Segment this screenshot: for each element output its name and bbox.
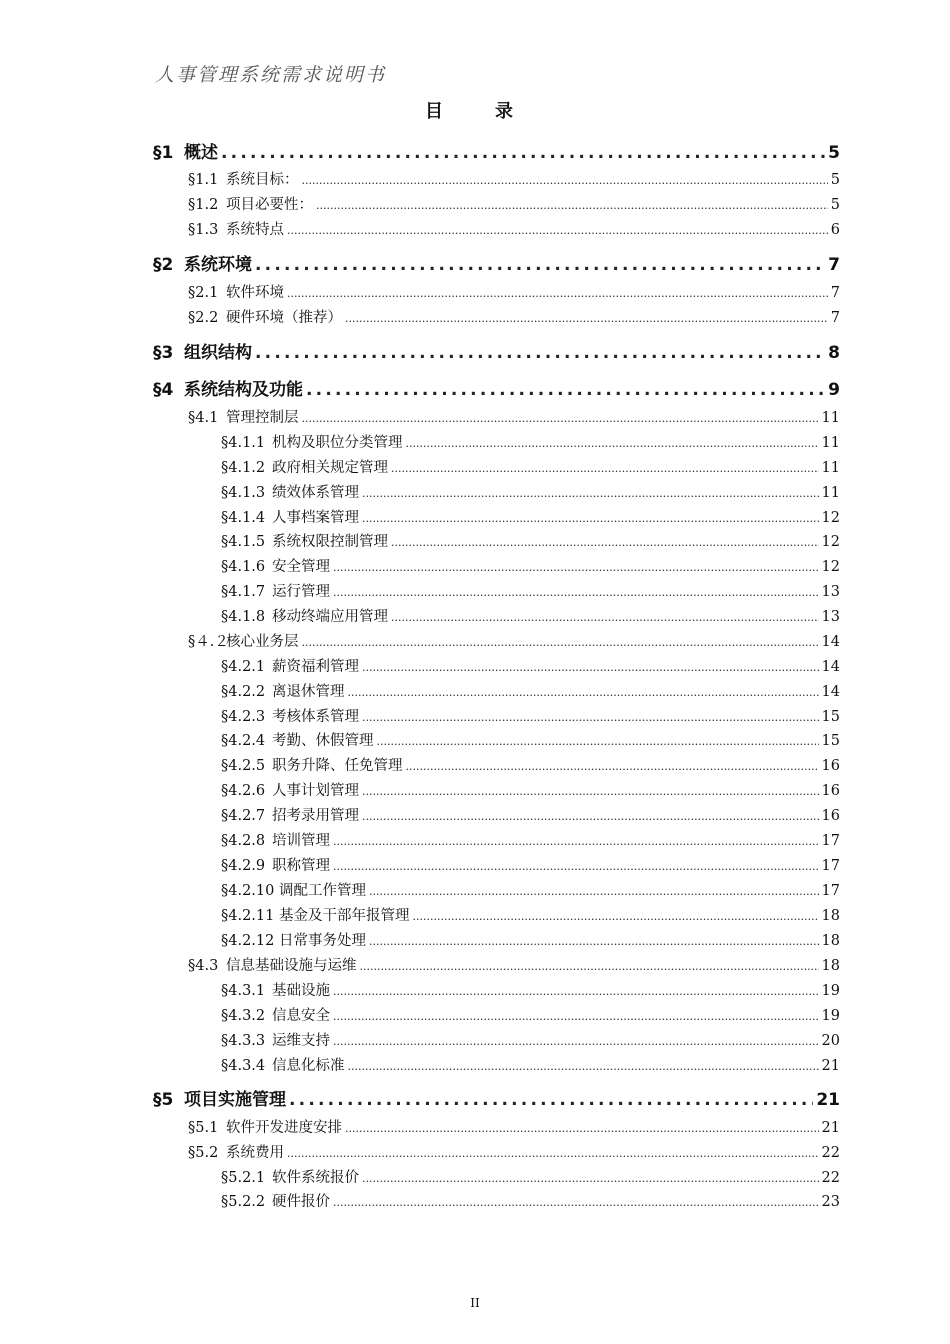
toc-entry-level-3[interactable] xyxy=(221,481,840,502)
toc-entry-level-2[interactable] xyxy=(188,218,840,239)
toc-entry-label xyxy=(221,979,330,1000)
document-header-title: 人事管理系统需求说明书 xyxy=(155,64,387,86)
toc-dot-leader xyxy=(360,960,819,973)
toc-entry-text: 运行管理 xyxy=(272,584,330,600)
toc-entry-page: 17 xyxy=(821,883,840,899)
toc-entry-number: §4.2.1 xyxy=(221,659,266,675)
toc-entry-number: §4.1.7 xyxy=(221,584,266,600)
toc-entry-level-3[interactable] xyxy=(221,431,840,452)
toc-entry-text: 调配工作管理 xyxy=(279,883,366,899)
toc-dot-leader xyxy=(221,143,825,163)
toc-entry-number: §４.２ xyxy=(188,634,229,650)
toc-entry-level-3[interactable] xyxy=(221,1166,840,1187)
toc-entry-label xyxy=(188,1141,284,1162)
toc-entry-page: 18 xyxy=(821,933,840,949)
toc-dot-leader xyxy=(306,380,825,400)
toc-entry-level-1[interactable] xyxy=(153,338,840,363)
toc-entry-level-1[interactable] xyxy=(153,375,840,400)
toc-entry-level-3[interactable] xyxy=(221,829,840,850)
toc-entry-text: 招考录用管理 xyxy=(272,808,359,824)
toc-entry-number: §4 xyxy=(153,380,174,400)
toc-entry-number: §5.1 xyxy=(188,1120,219,1136)
toc-entry-text: 项目必要性： xyxy=(226,197,313,213)
toc-entry-page: 16 xyxy=(821,808,840,824)
toc-entry-page: 21 xyxy=(816,1090,840,1110)
toc-dot-leader xyxy=(369,885,819,898)
toc-entry-number: §4.1.6 xyxy=(221,559,266,575)
toc-dot-leader xyxy=(362,711,819,724)
toc-entry-level-3[interactable] xyxy=(221,555,840,576)
toc-entry-page: 13 xyxy=(821,609,840,625)
toc-entry-text: 组织结构 xyxy=(184,343,252,363)
toc-entry-number: §4.3.1 xyxy=(221,983,266,999)
toc-dot-leader xyxy=(333,985,819,998)
toc-dot-leader xyxy=(362,810,819,823)
toc-dot-leader xyxy=(369,935,819,948)
toc-entry-number: §3 xyxy=(153,343,174,363)
toc-dot-leader xyxy=(333,1035,819,1048)
toc-entry-page: 17 xyxy=(821,858,840,874)
toc-entry-text: 信息安全 xyxy=(272,1008,330,1024)
page-number: II xyxy=(470,1296,480,1310)
toc-entry-number: §4.2.4 xyxy=(221,733,266,749)
toc-dot-leader xyxy=(333,860,819,873)
toc-entry-text: 硬件报价 xyxy=(272,1194,330,1210)
toc-entry-number: §4.2.12 xyxy=(221,933,275,949)
toc-entry-text: 项目实施管理 xyxy=(184,1090,286,1110)
toc-entry-level-2[interactable] xyxy=(188,168,840,189)
toc-entry-label xyxy=(221,904,410,925)
toc-entry-text: 运维支持 xyxy=(272,1033,330,1049)
toc-entry-number: §1.1 xyxy=(188,172,219,188)
toc-entry-level-3[interactable] xyxy=(221,506,840,527)
toc-entry-text: 系统权限控制管理 xyxy=(272,534,388,550)
toc-entry-text: 薪资福利管理 xyxy=(272,659,359,675)
toc-entry-text: 人事计划管理 xyxy=(272,783,359,799)
toc-entry-number: §1.2 xyxy=(188,197,219,213)
toc-entry-level-2[interactable] xyxy=(188,1116,840,1137)
toc-entry-label xyxy=(221,1004,330,1025)
toc-entry-page: 14 xyxy=(821,659,840,675)
toc-entry-number: §2 xyxy=(153,255,174,275)
toc-entry-page: 21 xyxy=(821,1058,840,1074)
toc-entry-page: 7 xyxy=(830,310,840,326)
toc-entry-label xyxy=(221,929,366,950)
toc-dot-leader xyxy=(316,199,828,212)
toc-entry-level-3[interactable] xyxy=(221,1004,840,1025)
toc-entry-label xyxy=(221,829,330,850)
toc-entry-label xyxy=(153,375,303,400)
toc-entry-level-3[interactable] xyxy=(221,729,840,750)
toc-entry-page: 19 xyxy=(821,1008,840,1024)
toc-dot-leader xyxy=(391,536,819,549)
toc-entry-level-2[interactable] xyxy=(188,1141,840,1162)
toc-entry-level-3[interactable] xyxy=(221,530,840,551)
toc-entry-level-3[interactable] xyxy=(221,854,840,875)
toc-entry-level-3[interactable] xyxy=(221,680,840,701)
toc-entry-label xyxy=(188,406,299,427)
toc-entry-level-3[interactable] xyxy=(221,879,840,900)
toc-entry-label xyxy=(188,954,357,975)
toc-entry-number: §4.2.9 xyxy=(221,858,266,874)
toc-entry-level-2[interactable] xyxy=(188,406,840,427)
toc-entry-page: 5 xyxy=(828,143,840,163)
toc-entry-text: 机构及职位分类管理 xyxy=(272,435,403,451)
toc-dot-leader xyxy=(362,487,819,500)
toc-dot-leader xyxy=(333,1010,819,1023)
toc-entry-number: §4.1.1 xyxy=(221,435,266,451)
toc-entry-text: 系统环境 xyxy=(184,255,252,275)
toc-dot-leader xyxy=(362,785,819,798)
toc-entry-text: 信息化标准 xyxy=(272,1058,345,1074)
toc-entry-label xyxy=(153,250,252,275)
toc-entry-level-3[interactable] xyxy=(221,1029,840,1050)
toc-entry-label xyxy=(221,729,374,750)
toc-entry-page: 11 xyxy=(821,460,840,476)
toc-entry-page: 22 xyxy=(821,1170,840,1186)
toc-entry-page: 16 xyxy=(821,783,840,799)
toc-entry-number: §4.2.5 xyxy=(221,758,266,774)
toc-entry-text: 人事档案管理 xyxy=(272,510,359,526)
toc-entry-level-2[interactable] xyxy=(188,281,840,302)
toc-entry-level-3[interactable] xyxy=(221,705,840,726)
toc-entry-label xyxy=(221,680,345,701)
toc-dot-leader xyxy=(362,661,819,674)
toc-entry-page: 14 xyxy=(821,634,840,650)
toc-dot-leader xyxy=(302,636,819,649)
toc-dot-leader xyxy=(406,437,819,450)
toc-dot-leader xyxy=(345,312,828,325)
toc-dot-leader xyxy=(377,735,819,748)
toc-dot-leader xyxy=(333,835,819,848)
toc-dot-leader xyxy=(362,1172,819,1185)
toc-entry-label xyxy=(221,605,388,626)
toc-entry-page: 7 xyxy=(828,255,840,275)
toc-entry-text: 移动终端应用管理 xyxy=(272,609,388,625)
toc-dot-leader xyxy=(333,1196,819,1209)
toc-entry-number: §4.2.3 xyxy=(221,709,266,725)
toc-entry-page: 8 xyxy=(828,343,840,363)
toc-entry-page: 23 xyxy=(821,1194,840,1210)
toc-entry-level-3[interactable] xyxy=(221,904,840,925)
toc-entry-level-3[interactable] xyxy=(221,1054,840,1075)
toc-entry-text: 软件开发进度安排 xyxy=(226,1120,342,1136)
toc-entry-text: 硬件环境（推荐） xyxy=(226,310,342,326)
toc-entry-page: 11 xyxy=(821,435,840,451)
toc-entry-label xyxy=(221,431,403,452)
toc-dot-leader xyxy=(391,462,819,475)
toc-entry-label xyxy=(221,1190,330,1211)
toc-dot-leader xyxy=(255,255,825,275)
toc-entry-page: 16 xyxy=(821,758,840,774)
toc-dot-leader xyxy=(333,586,819,599)
toc-entry-text: 系统特点 xyxy=(226,222,284,238)
toc-entry-label xyxy=(188,218,284,239)
toc-entry-text: 考勤、休假管理 xyxy=(272,733,374,749)
toc-entry-level-3[interactable] xyxy=(221,580,840,601)
toc-entry-label xyxy=(221,779,359,800)
toc-dot-leader xyxy=(348,1060,819,1073)
toc-entry-label xyxy=(188,306,342,327)
toc-entry-page: 20 xyxy=(821,1033,840,1049)
toc-entry-page: 12 xyxy=(821,534,840,550)
toc-entry-label xyxy=(153,338,252,363)
toc-entry-level-3[interactable] xyxy=(221,655,840,676)
toc-entry-number: §4.1.8 xyxy=(221,609,266,625)
toc-entry-number: §4.2.2 xyxy=(221,684,266,700)
toc-entry-page: 5 xyxy=(830,197,840,213)
toc-dot-leader xyxy=(255,343,825,363)
toc-entry-text: 软件系统报价 xyxy=(272,1170,359,1186)
toc-entry-page: 19 xyxy=(821,983,840,999)
toc-dot-leader xyxy=(362,512,819,525)
toc-entry-number: §4.2.10 xyxy=(221,883,275,899)
toc-entry-text: 职称管理 xyxy=(272,858,330,874)
toc-entry-page: 15 xyxy=(821,709,840,725)
toc-entry-level-3[interactable] xyxy=(221,804,840,825)
toc-entry-page: 22 xyxy=(821,1145,840,1161)
toc-entry-text: 绩效体系管理 xyxy=(272,485,359,501)
toc-entry-label xyxy=(221,1054,345,1075)
toc-entry-label xyxy=(221,456,388,477)
toc-entry-label xyxy=(221,555,330,576)
toc-entry-level-2[interactable] xyxy=(188,630,840,651)
toc-entry-page: 11 xyxy=(821,485,840,501)
toc-entry-number: §4.1.2 xyxy=(221,460,266,476)
toc-entry-label xyxy=(188,168,299,189)
toc-entry-label xyxy=(221,481,359,502)
toc-entry-text: 概述 xyxy=(184,143,218,163)
toc-dot-leader xyxy=(391,611,819,624)
toc-entry-label xyxy=(221,879,366,900)
toc-entry-label xyxy=(221,804,359,825)
toc-entry-number: §4.3.4 xyxy=(221,1058,266,1074)
toc-entry-number: §4.1.5 xyxy=(221,534,266,550)
toc-entry-label xyxy=(221,506,359,527)
toc-entry-label xyxy=(221,754,403,775)
toc-heading: 目录 xyxy=(425,101,565,122)
toc-entry-label xyxy=(221,530,388,551)
toc-entry-label xyxy=(221,1166,359,1187)
toc-entry-page: 18 xyxy=(821,908,840,924)
toc-entry-level-3[interactable] xyxy=(221,456,840,477)
toc-entry-number: §2.2 xyxy=(188,310,219,326)
toc-entry-page: 12 xyxy=(821,559,840,575)
toc-entry-label xyxy=(188,1116,342,1137)
toc-entry-number: §4.3.2 xyxy=(221,1008,266,1024)
toc-entry-text: 系统目标： xyxy=(226,172,299,188)
toc-entry-page: 15 xyxy=(821,733,840,749)
toc-entry-page: 21 xyxy=(821,1120,840,1136)
toc-entry-label xyxy=(221,854,330,875)
toc-entry-level-3[interactable] xyxy=(221,779,840,800)
toc-entry-text: 信息基础设施与运维 xyxy=(226,958,357,974)
toc-dot-leader xyxy=(406,760,819,773)
toc-entry-number: §1 xyxy=(153,143,174,163)
toc-entry-number: §4.2.6 xyxy=(221,783,266,799)
toc-entry-label xyxy=(153,1085,286,1110)
toc-entry-label xyxy=(188,630,299,651)
toc-entry-number: §5 xyxy=(153,1090,174,1110)
toc-entry-number: §4.2.11 xyxy=(221,908,275,924)
toc-entry-level-3[interactable] xyxy=(221,1190,840,1211)
toc-entry-text: 管理控制层 xyxy=(226,410,299,426)
toc-entry-label xyxy=(188,281,284,302)
toc-entry-number: §4.2.7 xyxy=(221,808,266,824)
toc-entry-page: 12 xyxy=(821,510,840,526)
toc-entry-page: 17 xyxy=(821,833,840,849)
toc-entry-number: §4.3 xyxy=(188,958,219,974)
toc-dot-leader xyxy=(289,1090,813,1110)
toc-entry-page: 14 xyxy=(821,684,840,700)
toc-entry-page: 7 xyxy=(830,285,840,301)
toc-entry-label xyxy=(153,138,218,163)
toc-entry-level-3[interactable] xyxy=(221,929,840,950)
toc-dot-leader xyxy=(413,910,819,923)
toc-entry-number: §4.3.3 xyxy=(221,1033,266,1049)
toc-entry-text: 考核体系管理 xyxy=(272,709,359,725)
toc-entry-page: 18 xyxy=(821,958,840,974)
toc-entry-text: 职务升降、任免管理 xyxy=(272,758,403,774)
toc-entry-number: §1.3 xyxy=(188,222,219,238)
toc-entry-text: 基金及干部年报管理 xyxy=(279,908,410,924)
toc-dot-leader xyxy=(302,174,828,187)
toc-entry-text: 系统费用 xyxy=(226,1145,284,1161)
toc-entry-level-2[interactable] xyxy=(188,954,840,975)
toc-entry-number: §4.2.8 xyxy=(221,833,266,849)
toc-entry-number: §4.1.3 xyxy=(221,485,266,501)
toc-entry-number: §4.1.4 xyxy=(221,510,266,526)
toc-entry-number: §5.2.2 xyxy=(221,1194,266,1210)
toc-dot-leader xyxy=(345,1122,819,1135)
toc-entry-text: 培训管理 xyxy=(272,833,330,849)
toc-dot-leader xyxy=(302,412,819,425)
toc-entry-text: 日常事务处理 xyxy=(279,933,366,949)
toc-entry-level-1[interactable] xyxy=(153,1085,840,1110)
toc-entry-label xyxy=(221,1029,330,1050)
toc-entry-page: 6 xyxy=(830,222,840,238)
toc-entry-label xyxy=(188,193,313,214)
toc-entry-level-1[interactable] xyxy=(153,138,840,163)
toc-entry-text: 基础设施 xyxy=(272,983,330,999)
toc-entry-page: 13 xyxy=(821,584,840,600)
toc-entry-level-3[interactable] xyxy=(221,979,840,1000)
toc-entry-number: §5.2 xyxy=(188,1145,219,1161)
toc-dot-leader xyxy=(333,561,819,574)
toc-entry-level-2[interactable] xyxy=(188,306,840,327)
toc-entry-text: 离退休管理 xyxy=(272,684,345,700)
toc-entry-label xyxy=(221,655,359,676)
toc-entry-number: §5.2.1 xyxy=(221,1170,266,1186)
toc-entry-text: 系统结构及功能 xyxy=(184,380,303,400)
toc-entry-text: 核心业务层 xyxy=(226,634,299,650)
toc-entry-level-1[interactable] xyxy=(153,250,840,275)
toc-entry-level-3[interactable] xyxy=(221,605,840,626)
toc-dot-leader xyxy=(287,224,828,237)
toc-entry-level-3[interactable] xyxy=(221,754,840,775)
toc-entry-page: 11 xyxy=(821,410,840,426)
toc-entry-label xyxy=(221,580,330,601)
toc-entry-number: §4.1 xyxy=(188,410,219,426)
toc-dot-leader xyxy=(287,287,828,300)
toc-entry-text: 安全管理 xyxy=(272,559,330,575)
toc-dot-leader xyxy=(348,686,819,699)
toc-entry-number: §2.1 xyxy=(188,285,219,301)
toc-entry-level-2[interactable] xyxy=(188,193,840,214)
toc-entry-text: 政府相关规定管理 xyxy=(272,460,388,476)
toc-dot-leader xyxy=(287,1147,819,1160)
toc-entry-label xyxy=(221,705,359,726)
toc-entry-page: 9 xyxy=(828,380,840,400)
toc-entry-page: 5 xyxy=(830,172,840,188)
toc-entry-text: 软件环境 xyxy=(226,285,284,301)
